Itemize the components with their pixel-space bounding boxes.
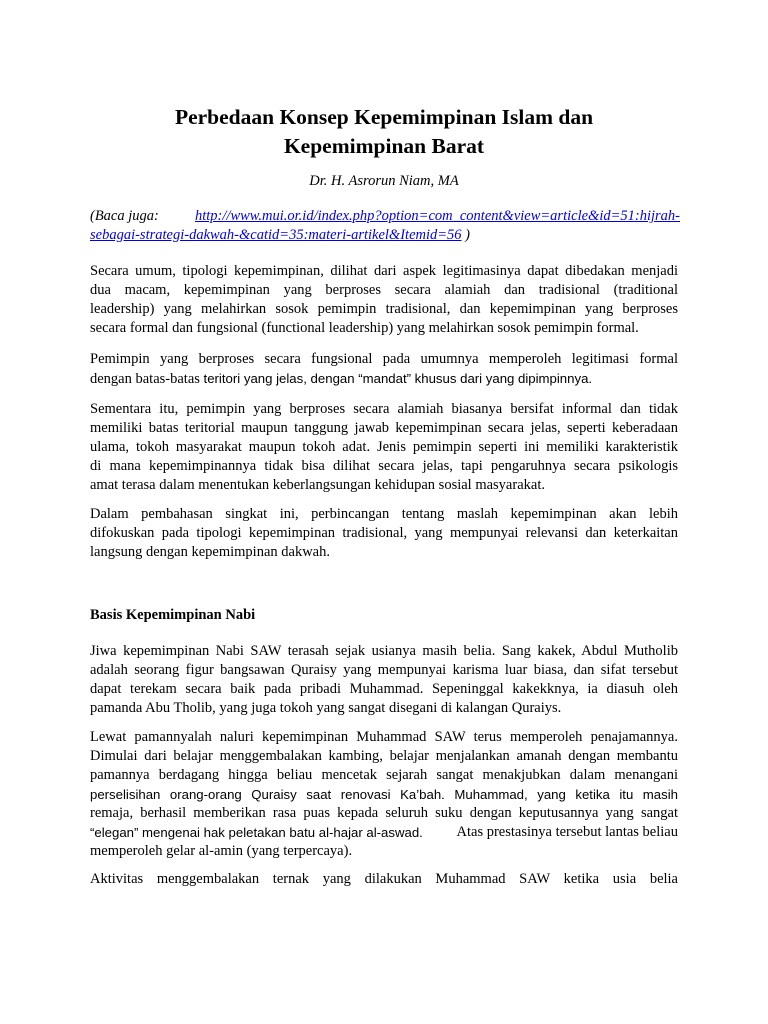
paragraph-4-line-3: langsung dengan kepemimpinan dakwah. xyxy=(90,544,330,560)
reference-suffix: ) xyxy=(461,227,471,243)
paragraph-4-line-2: difokuskan pada tipologi kepemimpinan tradisional, yang mempunyai relevansi dan keterkaitan xyxy=(90,525,678,541)
section-paragraph-2-line-2: Dimulai dari belajar menggembalakan kambing, belajar menjalankan amanah dengan membantu xyxy=(90,748,678,764)
section-paragraph-2-line-7: memperoleh gelar al-amin (yang terpercaya). xyxy=(90,843,353,859)
paragraph-2-sans-part: teritori yang jelas, dengan “mandat” khusus dari yang dipimpinnya. xyxy=(203,371,593,386)
section-paragraph-2-line-3: pamannya berdagang hingga beliau mencetak sejarah sangat menakjubkan dalam menangani xyxy=(90,767,678,783)
paragraph-2-line-1: Pemimpin yang berproses secara fungsional pada umumnya memperoleh legitimasi formal xyxy=(90,351,678,367)
section-paragraph-2-line-5: remaja, berhasil memberikan rasa puas kepada seluruh suku dengan keputusannya yang sangat xyxy=(90,805,678,821)
paragraph-3-line-4: di mana kepemimpinannya tidak bisa dilihat secara jelas, tapi pengaruhnya secara psikologis xyxy=(90,458,678,474)
paragraph-3-line-3: ulama, tokoh masyarakat maupun tokoh adat. Jenis pemimpin seperti ini memiliki karakteristik xyxy=(90,439,678,455)
section-heading: Basis Kepemimpinan Nabi xyxy=(90,607,256,623)
reference-link[interactable]: http://www.mui.or.id/index.php?option=com_content&view=article&id=51:hijrah- xyxy=(195,208,680,224)
section-paragraph-2-line-1: Lewat pamannyalah naluri kepemimpinan Muhammad SAW terus memperoleh penajamannya. xyxy=(90,729,678,745)
reference-link-continued[interactable]: sebagai-strategi-dakwah-&catid=35:materi-artikel&Itemid=56 xyxy=(90,227,462,243)
paragraph-4-line-1: Dalam pembahasan singkat ini, perbincangan tentang maslah kepemimpinan akan lebih xyxy=(90,506,678,522)
section-paragraph-2-sans-part: “elegan” mengenai hak peletakan batu al-hajar al-aswad. xyxy=(90,825,423,840)
section-paragraph-2-line-4: perselisihan orang-orang Quraisy saat renovasi Ka’bah. Muhammad, yang ketika itu masih xyxy=(90,787,678,802)
title-line-1: Perbedaan Konsep Kepemimpinan Islam dan xyxy=(174,105,594,129)
section-paragraph-2-line-6 xyxy=(90,823,678,842)
author-name: Dr. H. Asrorun Niam, MA xyxy=(309,173,459,189)
paragraph-3-line-2: memiliki batas teritorial maupun tanggung jawab kepemimpinan secara jelas, seperti keberadaan xyxy=(90,420,678,436)
section-paragraph-1-line-4: pamanda Abu Tholib, yang juga tokoh yang sangat disegani di kalangan Quraiys. xyxy=(90,700,562,716)
title-line-2: Kepemimpinan Barat xyxy=(283,134,485,158)
reference-prefix: (Baca juga: xyxy=(90,208,163,224)
paragraph-3-line-1: Sementara itu, pemimpin yang berproses secara alamiah biasanya bersifat informal dan tidak xyxy=(90,401,678,417)
paragraph-1-line-1: Secara umum, tipologi kepemimpinan, dilihat dari aspek legitimasinya dapat dibedakan menjadi xyxy=(90,263,678,279)
section-paragraph-1-line-3: dapat terekam secara baik pada pribadi Muhammad. Sepeninggal kakekknya, ia diasuh oleh xyxy=(90,681,678,697)
reference-note xyxy=(90,207,680,245)
paragraph-3-line-5: amat terasa dalam menentukan keberlangsungan kehidupan sosial masyarakat. xyxy=(90,477,545,493)
document-title xyxy=(90,103,678,161)
section-paragraph-2-serif-part: Atas prestasinya tersebut lantas beliau xyxy=(453,824,678,840)
section-paragraph-3-line-1: Aktivitas menggembalakan ternak yang dilakukan Muhammad SAW ketika usia belia xyxy=(90,871,678,887)
paragraph-1-line-4: secara formal dan fungsional (functional leadership) yang melahirkan sosok pemimpin formal. xyxy=(90,320,639,336)
paragraph-2-line-2 xyxy=(90,369,678,389)
section-paragraph-1-line-2: adalah seorang figur bangsawan Quraisy yang mempunyai karisma luar biasa, dan sifat tersebut xyxy=(90,662,678,678)
paragraph-1-line-3: leadership) yang melahirkan sosok pemimpin tradisional, dan kepemimpinan yang berproses xyxy=(90,301,678,317)
section-paragraph-1-line-1: Jiwa kepemimpinan Nabi SAW terasah sejak usianya masih belia. Sang kakek, Abdul Mutholib xyxy=(90,643,678,659)
paragraph-1-line-2: dua macam, kepemimpinan yang berproses secara alamiah dan tradisional (traditional xyxy=(90,282,678,298)
paragraph-2-serif-part: dengan batas-batas xyxy=(90,371,204,387)
